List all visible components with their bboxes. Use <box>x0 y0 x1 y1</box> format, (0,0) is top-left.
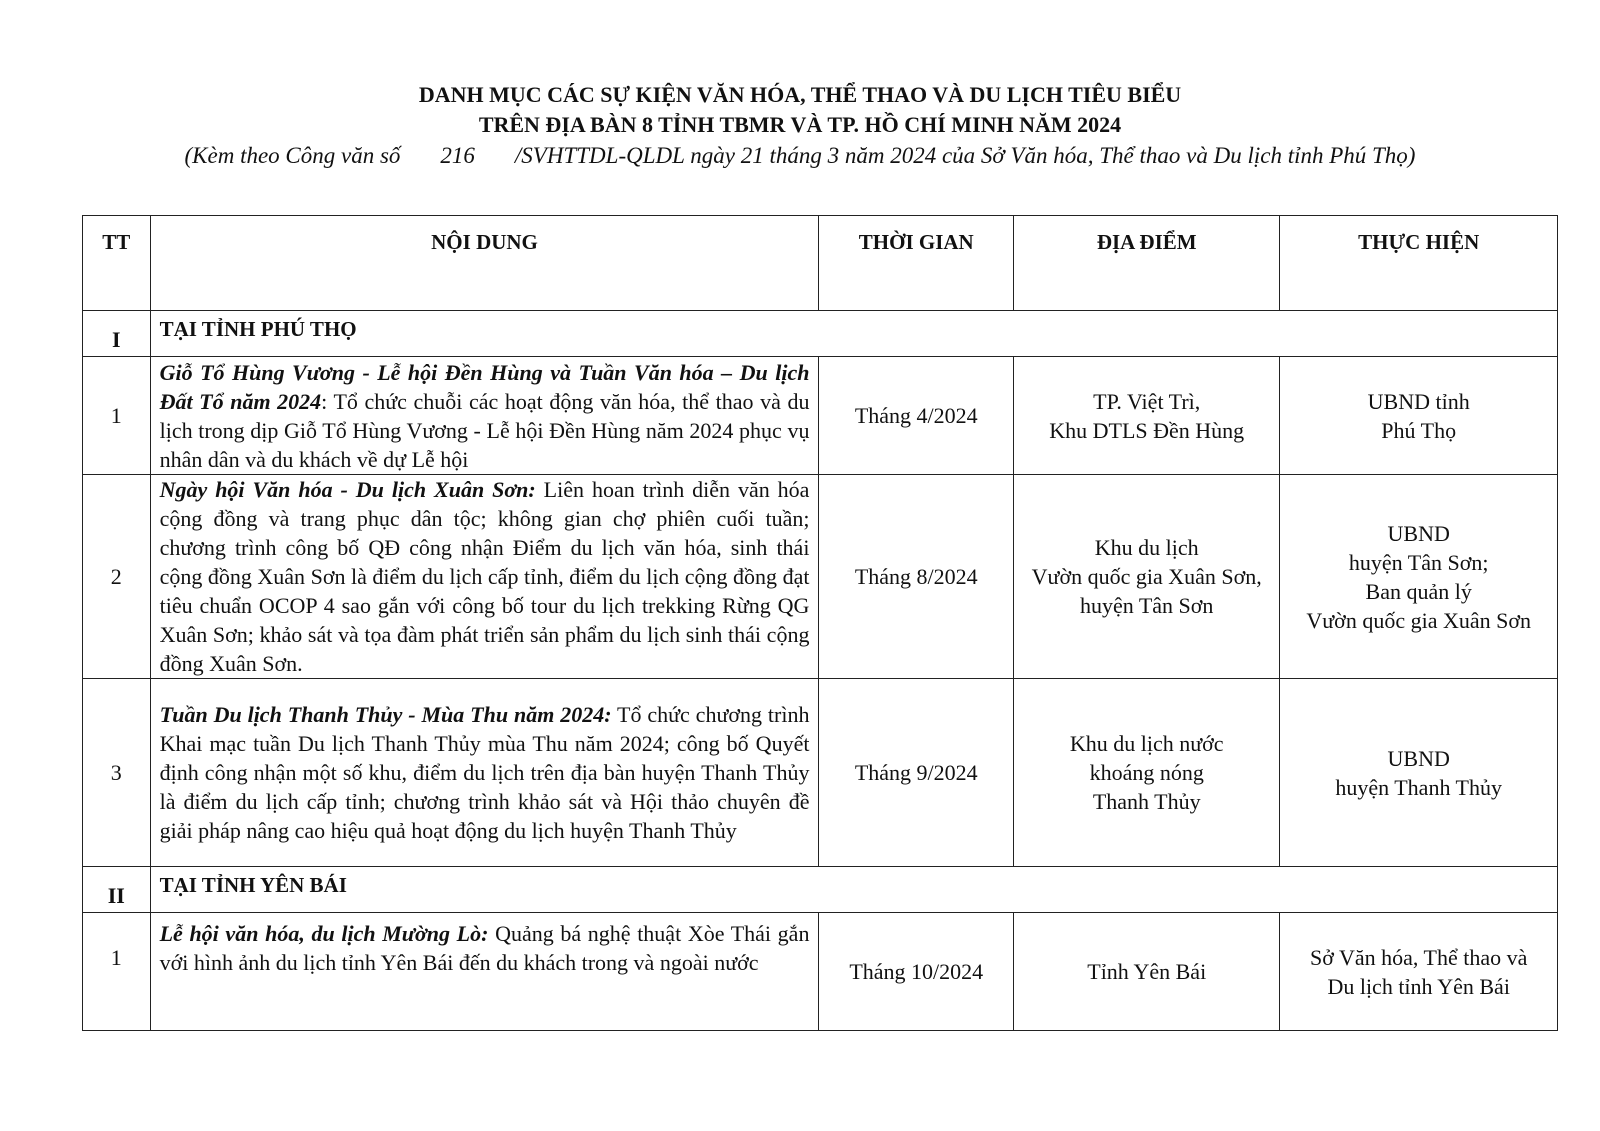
table-header-row <box>83 216 1558 311</box>
row-number: 1 <box>83 913 151 1031</box>
place-line: Khu DTLS Đền Hùng <box>1049 417 1245 443</box>
exec-line: Sở Văn hóa, Thể thao và <box>1310 944 1528 970</box>
section-title: TẠI TỈNH YÊN BÁI <box>150 867 1557 913</box>
subtitle-prefix: (Kèm theo Công văn số <box>184 143 401 168</box>
exec-line: huyện Thanh Thủy <box>1335 774 1502 800</box>
section-row-yen-bai <box>83 867 1558 913</box>
row-number: 1 <box>83 357 151 475</box>
section-title: TẠI TỈNH PHÚ THỌ <box>150 311 1557 357</box>
document-title-line1: DANH MỤC CÁC SỰ KIỆN VĂN HÓA, THỂ THAO VÀ DU LỊCH TIÊU BIỂU <box>418 82 1182 107</box>
header-tt: TT <box>83 216 151 311</box>
row-time: Tháng 10/2024 <box>819 913 1014 1031</box>
row-content <box>150 357 819 475</box>
row-exec <box>1280 357 1558 475</box>
row-exec <box>1280 475 1558 679</box>
row-place <box>1014 913 1280 1031</box>
header-exec: THỰC HIỆN <box>1280 216 1558 311</box>
subtitle-suffix: /SVHTTDL-QLDL ngày 21 tháng 3 năm 2024 của Sở Văn hóa, Thể thao và Du lịch tỉnh Phú Thọ) <box>514 143 1416 168</box>
exec-line: Vườn quốc gia Xuân Sơn <box>1306 607 1531 633</box>
table-row <box>83 357 1558 475</box>
document-subtitle <box>0 140 1600 172</box>
event-description: : Tổ chức chuỗi các hoạt động văn hóa, thể thao và du lịch trong dịp Giỗ Tổ Hùng Vương - Lễ hội Đền Hùng năm 2024 phục vụ nhân dân và du khách về dự Lễ hội <box>159 388 810 472</box>
exec-line: UBND tỉnh <box>1367 388 1470 414</box>
row-exec <box>1280 679 1558 867</box>
row-time: Tháng 4/2024 <box>819 357 1014 475</box>
header-time: THỜI GIAN <box>819 216 1014 311</box>
header-place: ĐỊA ĐIỂM <box>1014 216 1280 311</box>
section-number: II <box>83 867 151 913</box>
section-row-phu-tho <box>83 311 1558 357</box>
event-description: Tổ chức chương trình Khai mạc tuần Du lịch Thanh Thủy mùa Thu năm 2024; công bố Quyết định công nhận một số khu, điểm du lịch trên địa bàn huyện Thanh Thủy là điểm du lịch cấp tỉnh; chương trình khảo sát và Hội thảo chuyên đề giải pháp nâng cao hiệu quả hoạt động du lịch huyện Thanh Thủy <box>159 702 810 843</box>
place-line: Thanh Thủy <box>1092 789 1201 814</box>
place-line: khoáng nóng <box>1089 760 1204 785</box>
section-number: I <box>83 311 151 357</box>
exec-line: UBND <box>1387 745 1450 771</box>
event-name: Giỗ Tổ Hùng Vương - Lễ hội Đền Hùng và Tuần Văn hóa – Du lịch Đất Tổ năm 2024 <box>159 359 810 414</box>
row-time: Tháng 9/2024 <box>819 679 1014 867</box>
event-name: Lễ hội văn hóa, du lịch Mường Lò: <box>159 921 489 946</box>
event-description: Quảng bá nghệ thuật Xòe Thái gắn với hình ảnh du lịch tỉnh Yên Bái đến du khách trong và ngoài nước <box>159 921 810 975</box>
row-content <box>150 679 819 867</box>
row-content <box>150 913 819 1031</box>
event-description: Liên hoan trình diễn văn hóa cộng đồng và trang phục dân tộc; không gian chợ phiên cuối tuần; chương trình công bố QĐ công nhận Điểm du lịch văn hóa, sinh thái cộng đồng Xuân Sơn là điểm du lịch cấp tỉnh, điểm du lịch cộng đồng đạt tiêu chuẩn OCOP 4 sao gắn với công bố tour du lịch trekking Rừng QG Xuân Sơn; khảo sát và tọa đàm phát triển sản phẩm du lịch sinh thái cộng đồng Xuân Sơn. <box>159 477 810 676</box>
event-name: Tuần Du lịch Thanh Thủy - Mùa Thu năm 2024: <box>159 702 612 727</box>
document-title-line2: TRÊN ĐỊA BÀN 8 TỈNH TBMR VÀ TP. HỒ CHÍ MINH NĂM 2024 <box>478 112 1122 137</box>
place-line: TP. Việt Trì, <box>1093 388 1201 414</box>
row-place <box>1014 475 1280 679</box>
row-number: 3 <box>83 679 151 867</box>
row-place <box>1014 357 1280 475</box>
row-number: 2 <box>83 475 151 679</box>
table-row <box>83 679 1558 867</box>
table-row <box>83 913 1558 1031</box>
place-line: Khu du lịch <box>1094 535 1199 560</box>
exec-line: huyện Tân Sơn; <box>1348 549 1489 575</box>
exec-line: Du lịch tỉnh Yên Bái <box>1327 973 1510 999</box>
exec-line: Phú Thọ <box>1381 417 1457 443</box>
subtitle-number: 216 <box>440 143 475 168</box>
event-name: Ngày hội Văn hóa - Du lịch Xuân Sơn: <box>159 477 536 502</box>
header-content: NỘI DUNG <box>150 216 819 311</box>
exec-line: Ban quản lý <box>1365 578 1472 604</box>
row-content <box>150 475 819 679</box>
place-line: Tỉnh Yên Bái <box>1087 959 1207 984</box>
row-place <box>1014 679 1280 867</box>
place-line: Khu du lịch nước <box>1069 731 1224 756</box>
table-row <box>83 475 1558 679</box>
place-line: Vườn quốc gia Xuân Sơn, huyện Tân Sơn <box>1031 564 1262 618</box>
row-exec <box>1280 913 1558 1031</box>
exec-line: UBND <box>1387 520 1450 546</box>
row-time: Tháng 8/2024 <box>819 475 1014 679</box>
events-table <box>82 215 1558 1031</box>
document-header <box>0 80 1600 172</box>
